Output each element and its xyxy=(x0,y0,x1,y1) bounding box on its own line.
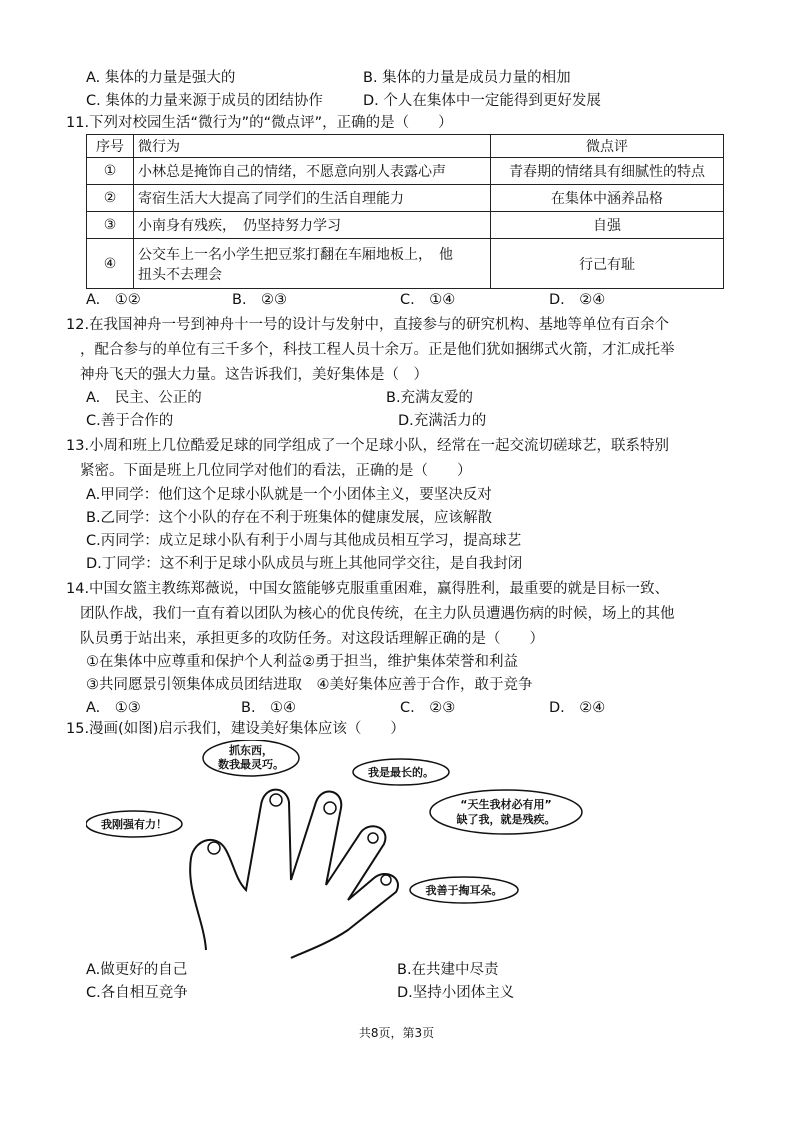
q14-statement-line2: ③共同愿景引领集体成员团结进取 ④美好集体应善于合作，敢于竞争 xyxy=(86,677,533,693)
q10-option-a: A. 集体的力量是强大的 xyxy=(86,70,236,86)
q14-option-d: D. ②④ xyxy=(549,700,606,716)
q11-option-b: B. ②③ xyxy=(232,292,288,308)
table-row xyxy=(87,212,724,239)
q11-table xyxy=(86,134,724,289)
table-row xyxy=(87,158,724,185)
q13-option-a: A.甲同学：他们这个足球小队就是一个小团体主义，要坚决反对 xyxy=(86,487,492,503)
q14-option-a: A. ①③ xyxy=(86,700,141,716)
q12-stem-line2: ，配合参与的单位有三千多个，科技工程人员十余万。正是他们犹如捆绑式火箭，才汇成托举 xyxy=(80,342,675,358)
q11-row-comment: 自强 xyxy=(491,212,724,239)
q11-row-comment: 行己有耻 xyxy=(491,239,724,289)
little-bubble-text: 我善于掏耳朵。 xyxy=(425,884,503,897)
q13-option-d: D.丁同学：这不利于足球小队成员与班上其他同学交往，是自我封闭 xyxy=(86,556,523,572)
ring-bubble-text-2: 缺了我，就是残疾。 xyxy=(456,813,556,826)
q14-stem-line1: 14.中国女篮主教练郑薇说，中国女篮能够克服重重困难，赢得胜利，最重要的就是目标一致、 xyxy=(66,581,670,597)
q12-stem-line3: 神舟飞天的强大力量。这告诉我们，美好集体是（ ） xyxy=(80,367,428,383)
q11-header-comment: 微点评 xyxy=(491,135,724,158)
q11-row-behavior-line1: 公交车上一名小学生把豆浆打翻在车厢地板上， 他 xyxy=(138,246,453,263)
q10-option-b: B. 集体的力量是成员力量的相加 xyxy=(363,70,571,86)
q15-option-a: A.做更好的自己 xyxy=(86,962,188,978)
q11-row-behavior: 小南身有残疾， 仍坚持努力学习 xyxy=(134,212,491,239)
q11-row-num: ② xyxy=(87,185,134,212)
page-footer: 共8页，第3页 xyxy=(358,1026,435,1040)
middle-bubble-text: 我是最长的。 xyxy=(368,766,434,779)
q11-row-comment: 在集体中涵养品格 xyxy=(491,185,724,212)
q15-option-b: B.在共建中尽责 xyxy=(397,962,499,978)
q13-stem-line1: 13.小周和班上几位酷爱足球的同学组成了一个足球小队，经常在一起交流切磋球艺，联系特别 xyxy=(66,438,670,454)
table-row xyxy=(87,185,724,212)
q11-option-a: A. ①② xyxy=(86,292,141,308)
q11-row-behavior-line2: 扭头不去理会 xyxy=(138,266,222,283)
table-row xyxy=(87,239,724,289)
q12-option-d: D.充满活力的 xyxy=(398,413,487,429)
q15-option-c: C.各自相互竞争 xyxy=(86,985,188,1001)
thumb-bubble-text: 我刚强有力！ xyxy=(101,818,167,831)
q11-row-behavior xyxy=(134,239,491,289)
q11-row-num: ④ xyxy=(87,239,134,289)
q11-option-d: D. ②④ xyxy=(549,292,606,308)
q12-option-a: A. 民主、公正的 xyxy=(86,390,202,406)
q11-row-behavior: 小林总是掩饰自己的情绪，不愿意向别人表露心声 xyxy=(134,158,491,185)
q11-stem: 11.下列对校园生活“微行为”的“微点评”，正确的是（ ） xyxy=(66,115,453,131)
ring-bubble-text-1: “天生我材必有用” xyxy=(460,798,552,811)
q12-option-c: C.善于合作的 xyxy=(86,413,174,429)
index-bubble-text-2: 数我最灵巧。 xyxy=(218,758,284,771)
q11-row-comment: 青春期的情绪具有细腻性的特点 xyxy=(491,158,724,185)
ring-bubble xyxy=(430,790,582,834)
q11-row-num: ① xyxy=(87,158,134,185)
q11-row-behavior: 寄宿生活大大提高了同学们的生活自理能力 xyxy=(134,185,491,212)
index-bubble-text-1: 抓东西， xyxy=(229,744,273,757)
q10-option-c: C. 集体的力量来源于成员的团结协作 xyxy=(86,93,323,109)
q13-option-c: C.丙同学：成立足球小队有利于小周与其他成员相互学习，提高球艺 xyxy=(86,533,522,549)
q11-row-num: ③ xyxy=(87,212,134,239)
q15-stem: 15.漫画(如图)启示我们，建设美好集体应该（ ） xyxy=(66,721,405,737)
q13-option-b: B.乙同学：这个小队的存在不利于班集体的健康发展，应该解散 xyxy=(86,510,493,526)
hand-outline xyxy=(190,790,398,958)
q14-stem-line3: 队员勇于站出来，承担更多的攻防任务。对这段话理解正确的是（ ） xyxy=(80,631,544,647)
q13-stem-line2: 紧密。下面是班上几位同学对他们的看法，正确的是（ ） xyxy=(80,463,472,479)
q14-option-c: C. ②③ xyxy=(400,700,456,716)
q14-statement-line1: ①在集体中应尊重和保护个人利益②勇于担当，维护集体荣誉和利益 xyxy=(86,654,518,670)
q11-header-num: 序号 xyxy=(87,135,134,158)
q11-header-behavior: 微行为 xyxy=(134,135,491,158)
q14-option-b: B. ①④ xyxy=(241,700,297,716)
q11-option-c: C. ①④ xyxy=(400,292,456,308)
q12-option-b: B.充满友爱的 xyxy=(386,390,474,406)
q15-cartoon-hand xyxy=(86,740,606,960)
q15-option-d: D.坚持小团体主义 xyxy=(397,985,515,1001)
q10-option-d: D. 个人在集体中一定能得到更好发展 xyxy=(363,93,601,109)
q11-table-header xyxy=(87,135,724,158)
q12-stem-line1: 12.在我国神舟一号到神舟十一号的设计与发射中，直接参与的研究机构、基地等单位有百余个 xyxy=(66,317,670,333)
q14-stem-line2: 团队作战，我们一直有着以团队为核心的优良传统，在主力队员遭遇伤病的时候，场上的其他 xyxy=(80,606,675,622)
